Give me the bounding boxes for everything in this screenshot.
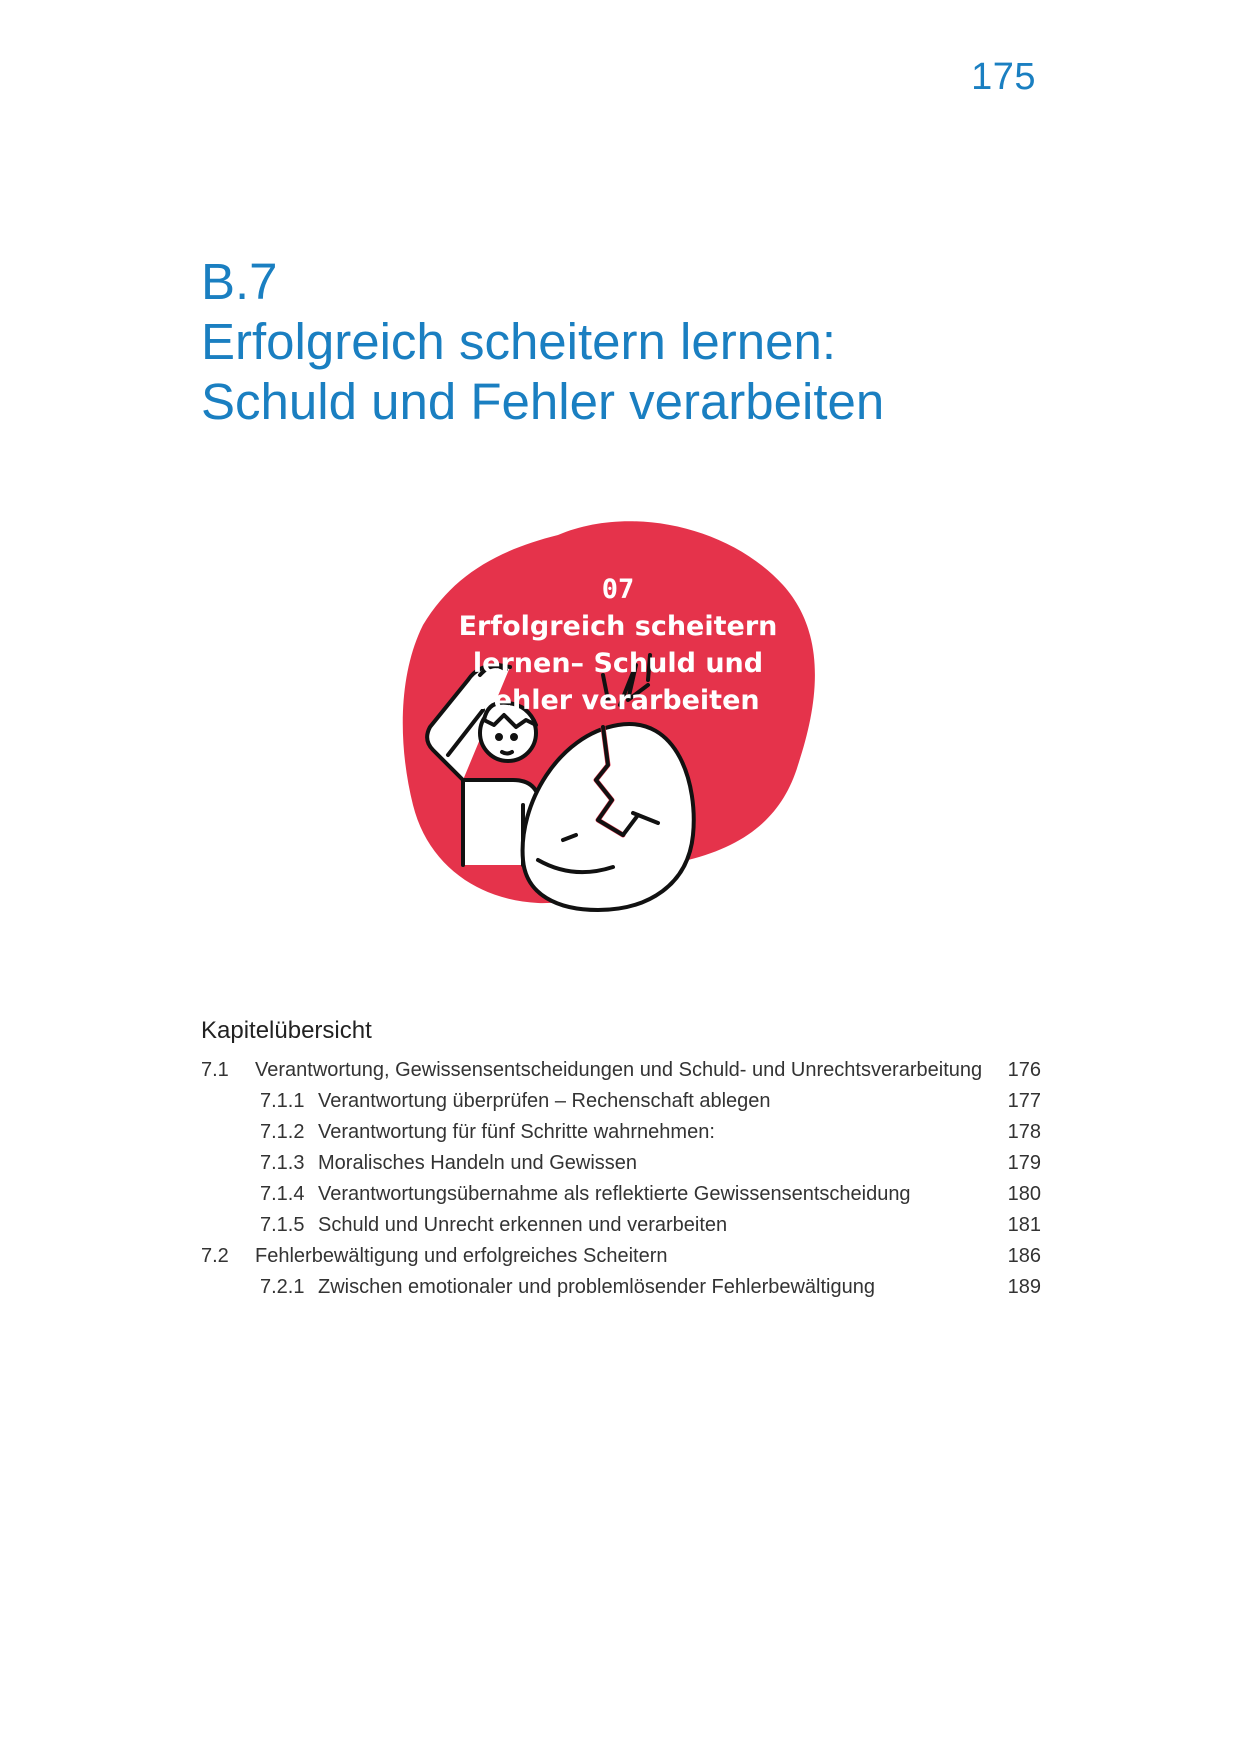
toc-entry-number: 7.1 xyxy=(201,1059,229,1081)
toc-entry-title: Verantwortung für fünf Schritte wahrnehmen: xyxy=(318,1121,715,1143)
toc-entry-number: 7.1.2 xyxy=(260,1121,305,1143)
toc-entry-title: Moralisches Handeln und Gewissen xyxy=(318,1152,638,1174)
chapter-title-line-1: Erfolgreich scheitern lernen: xyxy=(201,313,836,370)
toc-entry-page: 179 xyxy=(1007,1152,1041,1174)
toc-entry xyxy=(201,1148,1041,1179)
toc-entry-title: Verantwortung überprüfen – Rechenschaft ablegen xyxy=(318,1090,771,1112)
toc-entry-page: 181 xyxy=(1007,1214,1041,1236)
toc-entry-title: Zwischen emotionaler und problemlösender Fehlerbewältigung xyxy=(318,1276,875,1298)
toc-entry-number: 7.2.1 xyxy=(260,1276,305,1298)
toc-entry-number: 7.1.5 xyxy=(260,1214,305,1236)
chapter-title-line-2: Schuld und Fehler verarbeiten xyxy=(201,373,885,430)
toc-entry-page: 180 xyxy=(1007,1183,1041,1205)
toc-entry-page: 176 xyxy=(1007,1059,1041,1081)
toc-entry xyxy=(201,1086,1041,1117)
chapter-overview xyxy=(201,1017,1041,1303)
toc-entry xyxy=(201,1210,1041,1241)
toc-entry xyxy=(201,1272,1041,1303)
badge-number: 07 xyxy=(601,574,635,605)
toc-entry-number: 7.2 xyxy=(201,1245,229,1267)
toc-entry-number: 7.1.4 xyxy=(260,1183,305,1205)
toc-entry xyxy=(201,1117,1041,1148)
chapter-badge-illustration xyxy=(398,515,838,960)
badge-title-line-2: lernen– Schuld und xyxy=(472,648,764,679)
toc-entry-page: 177 xyxy=(1007,1090,1041,1112)
toc-entry xyxy=(201,1055,1041,1086)
badge-title-line-3: Fehler verarbeiten xyxy=(476,685,760,716)
toc-entry xyxy=(201,1241,1041,1272)
toc-entry-title: Fehlerbewältigung und erfolgreiches Scheitern xyxy=(255,1245,668,1267)
toc-entry-title: Verantwortung, Gewissensentscheidungen und Schuld- und Unrechtsverarbeitung xyxy=(255,1059,983,1081)
toc-entry-title: Schuld und Unrecht erkennen und verarbeiten xyxy=(318,1214,728,1236)
toc-entry-page: 186 xyxy=(1007,1245,1041,1267)
page-number: 175 xyxy=(971,56,1036,98)
toc-entry-page: 178 xyxy=(1007,1121,1041,1143)
toc-entry-page: 189 xyxy=(1007,1276,1041,1298)
toc-entry xyxy=(201,1179,1041,1210)
toc-entry-number: 7.1.3 xyxy=(260,1152,305,1174)
chapter-number: B.7 xyxy=(201,253,278,310)
chapter-title xyxy=(201,252,884,432)
toc-heading: Kapitelübersicht xyxy=(201,1017,372,1044)
badge-title-line-1: Erfolgreich scheitern xyxy=(458,611,778,642)
badge-text xyxy=(398,571,838,719)
toc-entry-title: Verantwortungsübernahme als reflektierte Gewissensentscheidung xyxy=(318,1183,911,1205)
toc-entry-number: 7.1.1 xyxy=(260,1090,305,1112)
